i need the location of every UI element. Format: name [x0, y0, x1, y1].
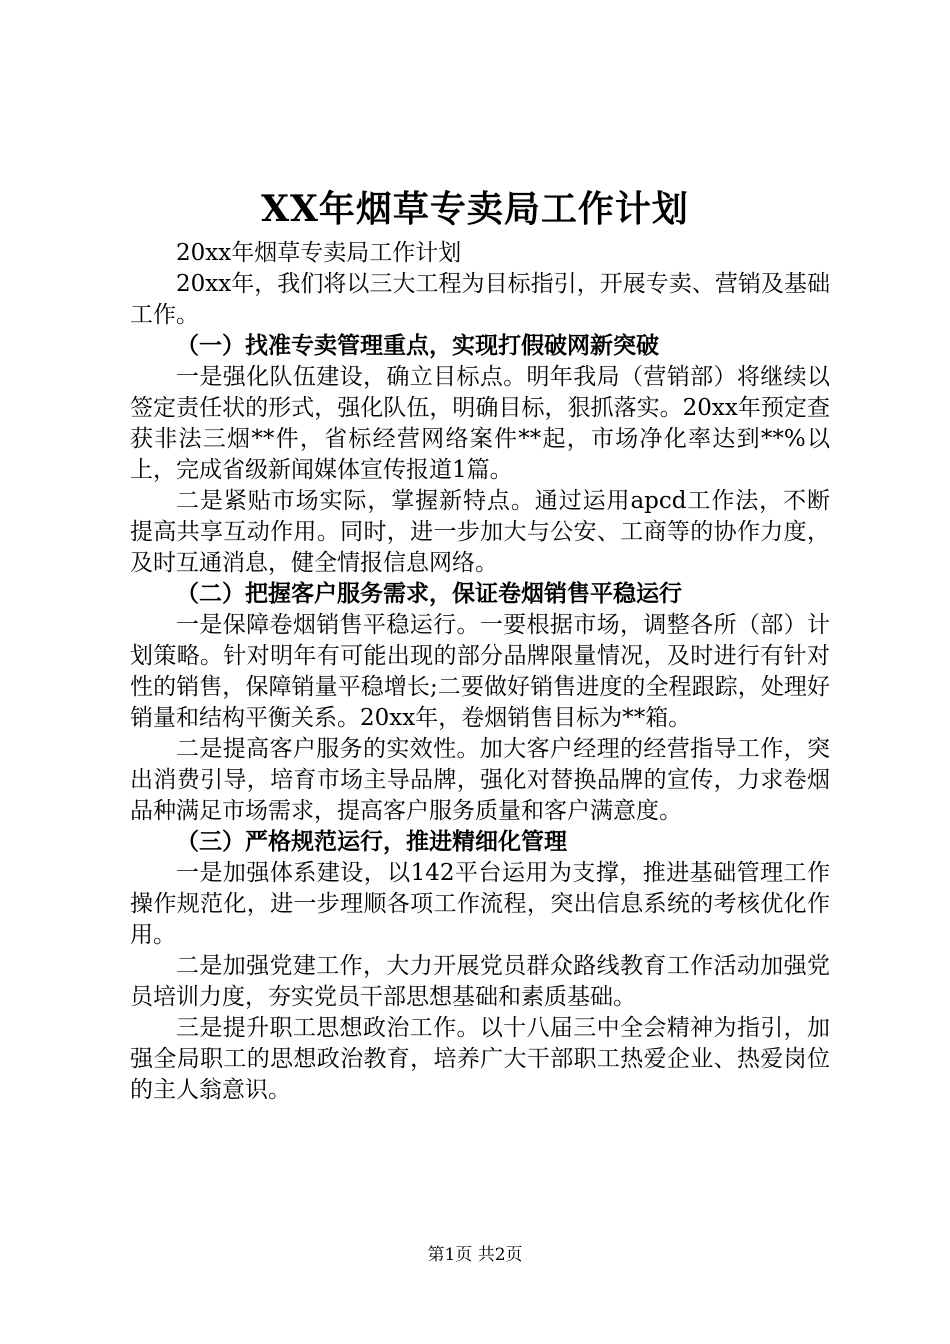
paragraph: 二是紧贴市场实际，掌握新特点。通过运用apcd工作法，不断提高共享互动作用。同时，进一步加大与公安、工商等的协作力度，及时互通消息，健全情报信息网络。: [130, 488, 830, 576]
paragraph: 二是提高客户服务的实效性。加大客户经理的经营指导工作，突出消费引导，培育市场主导品牌，强化对替换品牌的宣传，力求卷烟品种满足市场需求，提高客户服务质量和客户满意度。: [130, 736, 830, 824]
page-footer: 第1页 共2页: [427, 1245, 523, 1265]
paragraph: 一是加强体系建设，以142平台运用为支撑，推进基础管理工作操作规范化，进一步理顺各项工作流程，突出信息系统的考核优化作用。: [130, 860, 830, 948]
document-title: XX年烟草专卖局工作计划: [261, 188, 689, 230]
section-heading: （一）找准专卖管理重点，实现打假破网新突破: [176, 333, 659, 359]
section-heading: （二）把握客户服务需求，保证卷烟销售平稳运行: [176, 581, 682, 607]
paragraph: 三是提升职工思想政治工作。以十八届三中全会精神为指引，加强全局职工的思想政治教育，培养广大干部职工热爱企业、热爱岗位的主人翁意识。: [130, 1015, 830, 1103]
paragraph: 一是强化队伍建设，确立目标点。明年我局（营销部）将继续以签定责任状的形式，强化队伍，明确目标，狠抓落实。20xx年预定查获非法三烟**件，省标经营网络案件**起，市场净化率达到**%以上，完成省级新闻媒体宣传报道1篇。: [130, 364, 830, 483]
paragraph: 二是加强党建工作，大力开展党员群众路线教育工作活动加强党员培训力度，夯实党员干部思想基础和素质基础。: [130, 953, 830, 1010]
paragraph: 20xx年，我们将以三大工程为目标指引，开展专卖、营销及基础工作。: [130, 271, 830, 328]
paragraph: 20xx年烟草专卖局工作计划: [176, 240, 462, 266]
document-body: [130, 238, 830, 1106]
paragraph: 一是保障卷烟销售平稳运行。一要根据市场，调整各所（部）计划策略。针对明年有可能出现的部分品牌限量情况，及时进行有针对性的销售，保障销量平稳增长;二要做好销售进度的全程跟踪，处理好销量和结构平衡关系。20xx年，卷烟销售目标为**箱。: [130, 612, 830, 731]
section-heading: （三）严格规范运行，推进精细化管理: [176, 829, 567, 855]
